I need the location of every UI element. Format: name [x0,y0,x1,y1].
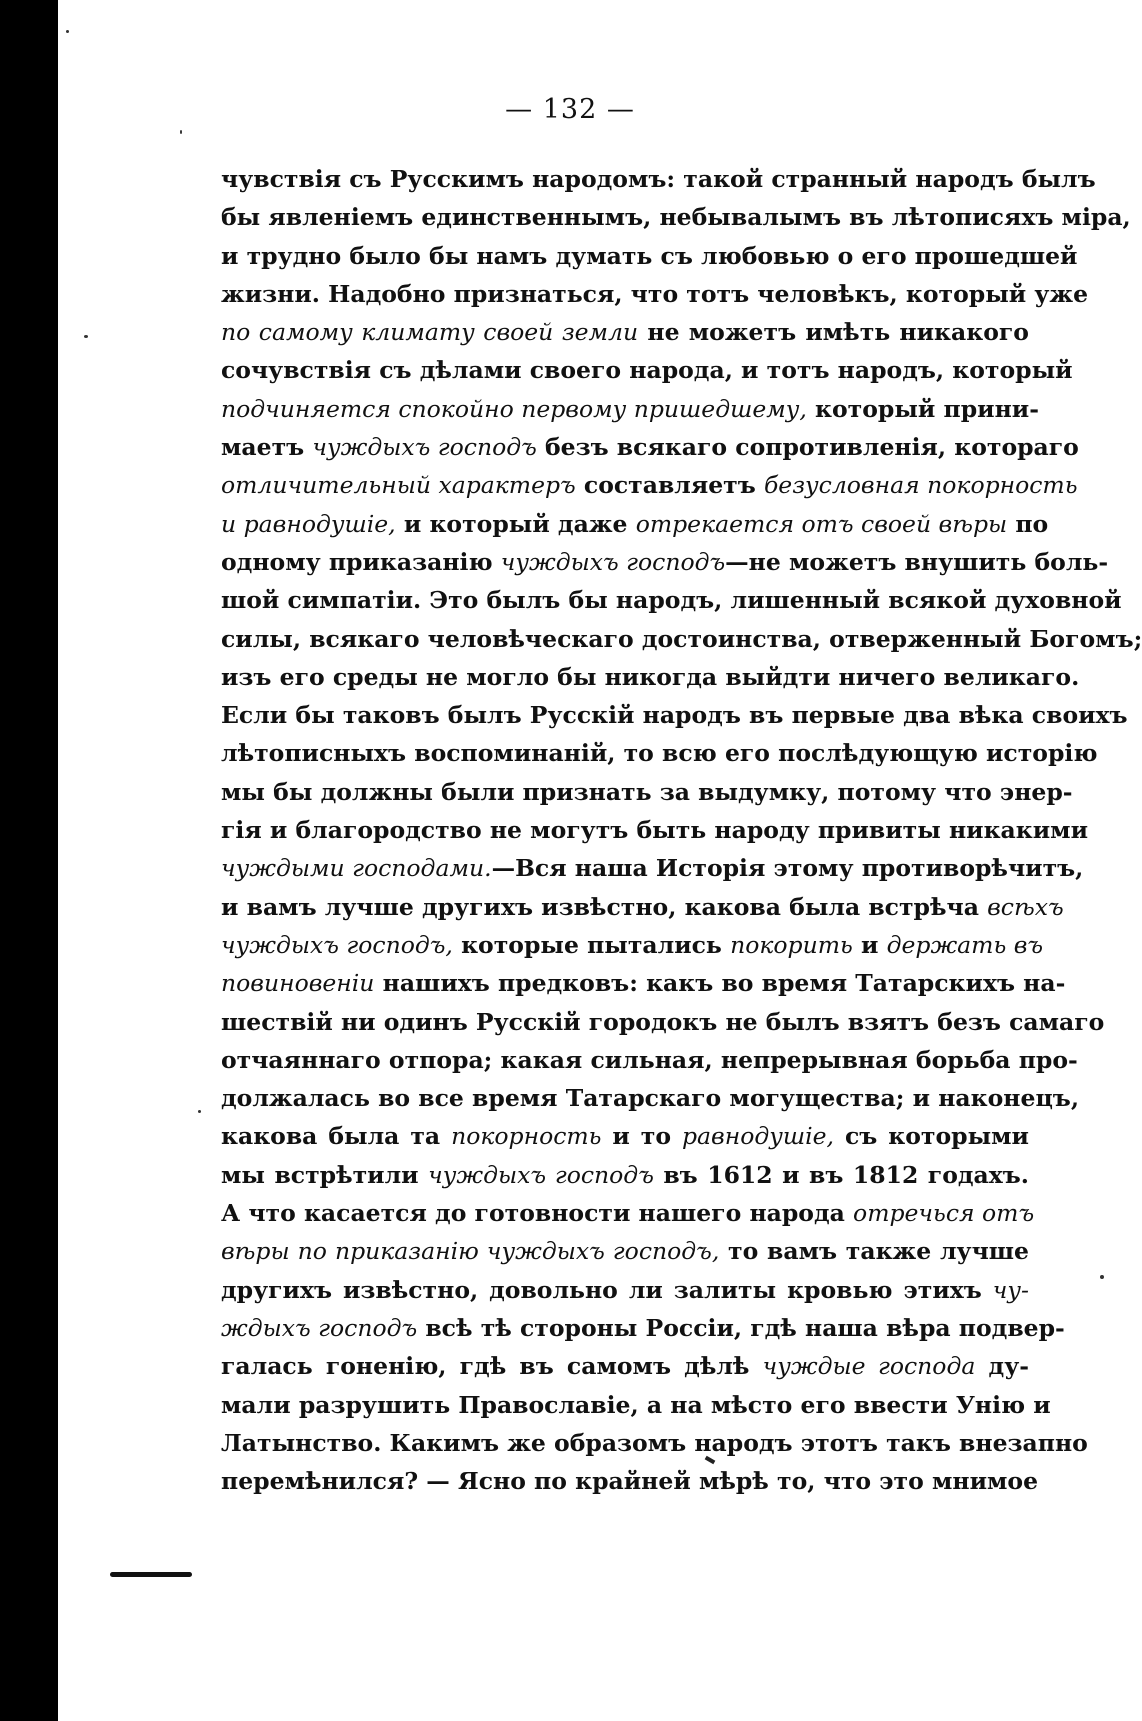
text-span: и трудно было бы намъ думать съ любовью о его прошедшей [221,241,1078,270]
italic-text: отрекается отъ своей вѣры [635,509,1008,538]
italic-text: чуждыхъ господъ [312,433,537,462]
text-span: мали разрушить Православіе, а на мѣсто его ввести Унію и [221,1390,1051,1419]
text-span: и вамъ лучше другихъ извѣстно, какова была встрѣча [221,892,988,921]
text-span: ду- [975,1352,1030,1381]
text-span: и то [601,1122,682,1151]
text-line [221,275,1089,313]
text-line [221,1462,1039,1500]
italic-text: чу- [992,1275,1029,1304]
text-span: нашихъ предковъ: какъ во время Татарскихъ на- [374,969,1066,998]
text-line [221,773,1073,811]
text-span: и который даже [395,509,636,538]
text-line [221,581,1122,619]
text-line [221,198,1131,236]
italic-text: вѣры по приказанію чуждыхъ господъ, [221,1237,720,1266]
text-span: съ которыми [834,1122,1029,1151]
scan-speck [66,30,69,33]
text-line [221,964,1066,1002]
text-line [221,734,1098,772]
text-line [221,1386,1051,1424]
text-span: Если бы таковъ былъ Русскій народъ въ первые два вѣка своихъ [221,701,1128,730]
scan-smudge [110,1572,192,1577]
text-line [221,1156,1029,1194]
italic-text: держать въ [886,930,1044,959]
text-span: жизни. Надобно признаться, что тотъ человѣкъ, который уже [221,279,1089,308]
text-line [221,849,1084,887]
italic-text: равнодушіе, [681,1122,835,1151]
text-span: безъ всякаго сопротивленія, котораго [536,433,1079,462]
text-span: галась гоненію, гдѣ въ самомъ дѣлѣ [221,1352,763,1381]
text-span: не можетъ имѣть никакого [638,318,1029,347]
italic-text: отличительный характеръ [221,471,576,500]
italic-text: ждыхъ господъ [221,1313,418,1342]
italic-text: покорность [451,1122,602,1151]
text-line [221,505,1049,543]
scan-speck [1100,1275,1104,1279]
text-line [221,811,1089,849]
text-line [221,1194,1035,1232]
scan-left-edge [0,0,58,1721]
text-span: —не можетъ внушить боль- [725,547,1109,576]
text-line [221,466,1078,504]
text-span: какова была та [221,1122,452,1151]
text-span: шествій ни одинъ Русскій городокъ не былъ взятъ безъ самаго [221,1007,1105,1036]
text-span: гія и благородство не могутъ быть народу привиты никакими [221,816,1089,845]
italic-text: чуждые господа [762,1352,976,1381]
text-line [221,313,1029,351]
italic-text: чуждыми господами. [221,854,492,883]
text-line [221,1041,1078,1079]
text-line [221,351,1073,389]
text-span: А что касается до готовности нашего народа [221,1199,854,1228]
scan-speck [84,335,88,338]
text-line [221,926,1044,964]
italic-text: покорить [730,930,853,959]
text-line [221,390,1039,428]
italic-text: чуждыхъ господъ [428,1160,654,1189]
text-span: который прини- [806,394,1039,423]
italic-text: по самому климату своей земли [221,318,639,347]
text-span: сочувствія съ дѣлами своего народа, и тотъ народъ, который [221,356,1073,385]
text-line [221,1309,1065,1347]
text-span: по [1007,509,1049,538]
text-span: шой симпатіи. Это былъ бы народъ, лишенный всякой духовной [221,586,1122,615]
text-span: которые пытались [452,930,731,959]
text-span: то вамъ также лучше [719,1237,1029,1266]
italic-text: отречься отъ [853,1199,1035,1228]
text-line [221,543,1109,581]
text-span: мы встрѣтили [221,1160,429,1189]
text-line [221,1079,1080,1117]
text-line [221,160,1096,198]
text-span: —Вся наша Исторія этому противорѣчитъ, [491,854,1084,883]
text-span: одному приказанію [221,547,501,576]
italic-text: повиновеніи [221,969,375,998]
text-span: изъ его среды не могло бы никогда выйдти ничего великаго. [221,662,1080,691]
scan-speck [198,1110,201,1113]
text-span: чувствія съ Русскимъ народомъ: такой странный народъ былъ [221,165,1096,193]
text-span: Латынство. Какимъ же образомъ народъ этотъ такъ внезапно [221,1428,1088,1457]
italic-text: чуждыхъ господъ [500,547,726,576]
text-line [221,658,1080,696]
text-span: силы, всякаго человѣческаго достоинства, отверженный Богомъ; [221,624,1142,653]
text-line [221,1271,1029,1309]
text-span: лѣтописныхъ воспоминаній, то всю его послѣдующую исторію [221,739,1098,768]
text-line [221,620,1142,658]
text-line [221,1232,1029,1270]
text-line [221,1117,1029,1155]
italic-text: всѣхъ [987,892,1064,921]
text-span: и [852,930,887,959]
scan-speck [180,130,182,134]
text-span: перемѣнился? — Ясно по крайней мѣрѣ то, что это мнимое [221,1467,1039,1496]
italic-text: чуждыхъ господъ, [221,930,453,959]
text-line [221,888,1064,926]
text-line [221,428,1079,466]
text-span: бы явленіемъ единственнымъ, небывалымъ въ лѣтописяхъ міра, [221,203,1131,232]
text-span: должалась во все время Татарскаго могущества; и наконецъ, [221,1084,1080,1113]
text-span: всѣ тѣ стороны Россіи, гдѣ наша вѣра подвер- [417,1313,1065,1342]
body-text [221,160,1142,1500]
text-line [221,237,1078,275]
text-span: отчаяннаго отпора; какая сильная, непрерывная борьба про- [221,1045,1078,1074]
text-span: другихъ извѣстно, довольно ли залиты кровью этихъ [221,1275,993,1304]
text-span: въ 1612 и въ 1812 годахъ. [653,1160,1029,1189]
page-number: — 132 — [505,94,635,125]
text-line [221,1003,1105,1041]
text-line [221,1424,1088,1462]
italic-text: безусловная покорность [763,471,1078,500]
text-line [221,696,1128,734]
italic-text: и равнодушіе, [221,509,396,538]
text-span: составляетъ [575,471,764,500]
text-span: мы бы должны были признать за выдумку, потому что энер- [221,777,1073,806]
text-line [221,1347,1029,1385]
italic-text: подчиняется спокойно первому пришедшему, [221,394,807,423]
text-span: маетъ [221,433,313,462]
